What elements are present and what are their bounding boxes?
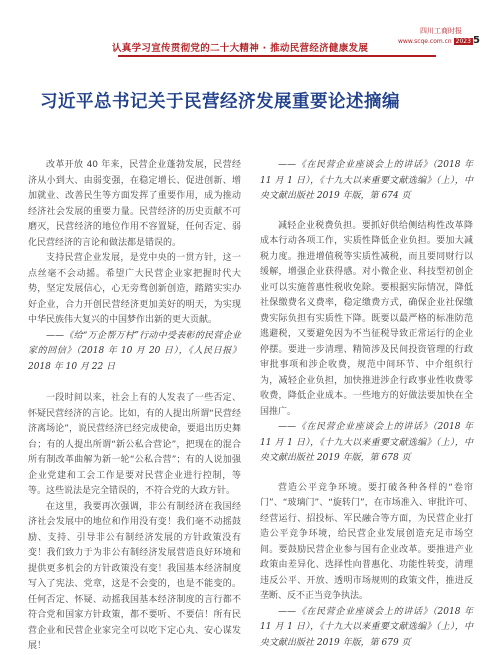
- paragraph: 支持民营企业发展，是党中央的一贯方针，这一点丝毫不会动摇。希望广大民营企业家把握时代大势，坚定发展信心，心无旁骛创新创造，踏踏实实办好企业，合力开创民营经济更加美好的明天，为实现中华民族伟大复兴的中国梦作出新的更大贡献。: [28, 253, 241, 325]
- paragraph: 一段时间以来，社会上有的人发表了一些否定、怀疑民营经济的言论。比如，有的人提出所谓“民营经济离场论”，说民营经济已经完成使命，要退出历史舞台；有的人提出所谓“新公私合营论”，把现在的混合所有制改革曲解为新一轮“公私合营”；有的人说加强企业党建和工会工作是要对民营企业进行控制，等等。这些说法是完全错误的，不符合党的大政方针。: [28, 393, 241, 496]
- right-column: [260, 158, 473, 651]
- left-column: [28, 158, 241, 655]
- citation: ——《在民营企业座谈会上的讲话》（2018 年 11 月 1 日），《十九大以来重要文献选编》（上），中央文献出版社 2019 年版，第 678 页: [260, 422, 473, 463]
- header-divider: [118, 55, 436, 57]
- page-number: 5: [473, 35, 480, 46]
- header-slogan: 认真学习宣传贯彻党的二十大精神 · 推动民营经济健康发展: [112, 43, 369, 54]
- magazine-website: [398, 38, 473, 45]
- paragraph: 改革开放 40 年来，民营企业蓬勃发展，民营经济从小到大、由弱变强，在稳定增长、促进创新、增加就业、改善民生等方面发挥了重要作用，成为推动经济社会发展的重要力量。民营经济的历史贡献不可磨灭，民营经济的地位作用不容置疑，任何否定、弱化民营经济的言论和做法都是错误的。: [28, 160, 241, 248]
- citation: ——《给“万企帮万村”行动中受表彰的民营企业家的回信》（2018 年 10 月 20 日），《人民日报》2018 年 10 月 22 日: [28, 330, 241, 372]
- paragraph: 营造公平竞争环境。要打破各种各样的“卷帘门”、“玻璃门”、“旋转门”，在市场准入、审批许可、经营运行、招投标、军民融合等方面，为民营企业打造公平竞争环境，给民营企业发展创造充足市场空间。要鼓励民营企业参与国有企业改革。要推进产业政策由差异化、选择性向普惠化、功能性转变，清理违反公平、开放、透明市场规则的政策文件，推进反垄断、反不正当竞争执法。: [260, 482, 473, 601]
- year-badge: 2023: [455, 38, 471, 45]
- citation: ——《在民营企业座谈会上的讲话》（2018 年 11 月 1 日），《十九大以来重要文献选编》（上），中央文献出版社 2019 年版，第 674 页: [260, 160, 473, 201]
- paragraph: 减轻企业税费负担。要抓好供给侧结构性改革降成本行动各项工作，实质性降低企业负担。要加大减税力度。推进增值税等实质性减税，而且要同财行以缓解，增强企业获得感。对小微企业、科技型初创企业可以实施普惠性税收免除。要根据实际情况，降低社保缴费名义费率，稳定缴费方式，确保企业社保缴费实际负担有实质性下降。既要以最严格的标准防范逃避税，又要避免因为不当征税导致正常运行的企业停摆。要进一步清理、精简涉及民间投资管理的行政审批事项和涉企收费，规范中间环节、中介组织行为，减轻企业负担，加快推进涉企行政事业性收费零收费，降低企业成本。一些地方的好做法要加快在全国推广。: [260, 220, 473, 417]
- citation: ——《在民营企业座谈会上的讲话》（2018 年 11 月 1 日），《十九大以来重要文献选编》（上），中央文献出版社 2019 年版，第 679 页: [260, 606, 473, 648]
- website-url: www.scqe.com.cn: [398, 38, 452, 45]
- paragraph: 在这里，我要再次强调，非公有制经济在我国经济社会发展中的地位和作用没有变！我们毫不动摇鼓励、支持、引导非公有制经济发展的方针政策没有变！我们致力于为非公有制经济发展营造良好环境和提供更多机会的方针政策没有变！我国基本经济制度写入了宪法、党章，这是不会变的，也是不能变的。任何否定、怀疑、动摇我国基本经济制度的言行都不符合党和国家方针政策，都不要听、不要信！所有民营企业和民营企业家完全可以吃下定心丸、安心谋发展！: [28, 501, 241, 651]
- article-title: 习近平总书记关于民营经济发展重要论述摘编: [40, 92, 400, 112]
- page-header-banner: [0, 0, 496, 58]
- magazine-name: 四川工商时报: [420, 27, 462, 35]
